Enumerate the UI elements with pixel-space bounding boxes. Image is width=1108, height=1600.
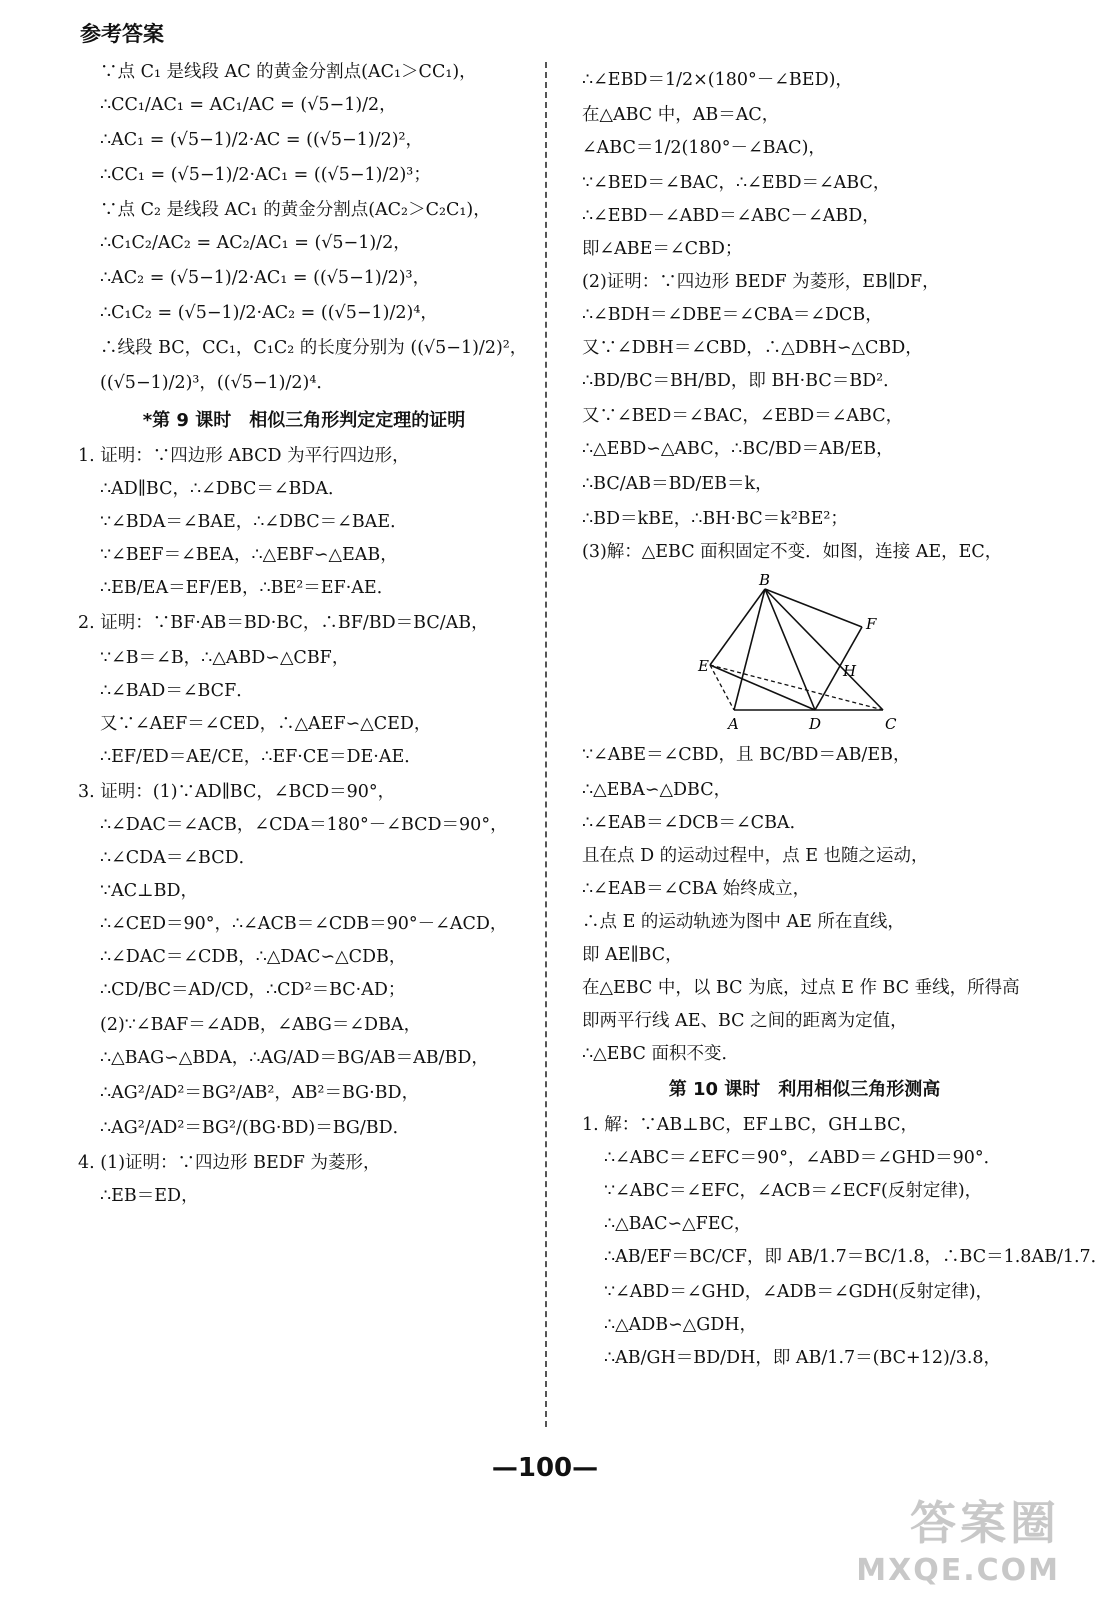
label-F: F: [866, 615, 877, 633]
text-line: 又∵∠BED＝∠BAC，∠EBD＝∠ABC，: [582, 405, 904, 426]
text-line: ∴BC/AB＝BD/EB＝k，: [582, 473, 773, 494]
text-line: ∴CC₁/AC₁ = AC₁/AC = (√5−1)/2，: [100, 94, 397, 115]
left-column: [78, 60, 530, 1217]
text-line: ∵∠B＝∠B，∴△ABD∽△CBF，: [100, 647, 350, 668]
geometry-figure: [700, 573, 900, 735]
text-line: ∴EB＝ED，: [100, 1185, 199, 1206]
label-D: D: [809, 715, 822, 733]
text-line: ∴CC₁ = (√5−1)/2·AC₁ = ((√5−1)/2)³；: [100, 164, 431, 185]
label-E: E: [698, 657, 709, 675]
text-line: ∴△BAG∽△BDA，∴AG/AD＝BG/AB＝AB/BD，: [100, 1047, 489, 1068]
text-line: (3)解：△EBC 面积固定不变．如图，连接 AE，EC，: [582, 541, 1003, 562]
text-line: 又∵∠DBH＝∠CBD，∴△DBH∽△CBD，: [582, 337, 923, 358]
text-line: ∴△BAC∽△FEC，: [604, 1213, 752, 1234]
text-line: 1. 证明：∵四边形 ABCD 为平行四边形，: [78, 445, 410, 466]
text-line: ∵点 C₂ 是线段 AC₁ 的黄金分割点(AC₂＞C₂C₁)，: [100, 199, 491, 220]
text-line: ∴∠EAB＝∠CBA 始终成立，: [582, 878, 811, 899]
text-line: ∵AC⊥BD，: [100, 880, 199, 901]
text-line: ∴∠BDH＝∠DBE＝∠CBA＝∠DCB，: [582, 304, 883, 325]
text-line: ∵∠ABE＝∠CBD，且 BC/BD＝AB/EB，: [582, 744, 911, 765]
text-line: ∴∠BAD＝∠BCF．: [100, 680, 254, 701]
watermark-title: 答案圈: [910, 1496, 1060, 1550]
text-line: 2. 证明：∵BF·AB＝BD·BC，∴BF/BD＝BC/AB，: [78, 612, 489, 633]
text-line: ∠ABC＝1/2(180°－∠BAC)，: [582, 137, 826, 158]
text-line: ∴BD/BC＝BH/BD，即 BH·BC＝BD²．: [582, 370, 901, 391]
text-line: 4. (1)证明：∵四边形 BEDF 为菱形，: [78, 1152, 381, 1173]
segment-AE: [710, 665, 734, 710]
section-heading: *第 9 课时 相似三角形判定定理的证明: [142, 410, 466, 431]
segment-BE: [710, 589, 765, 665]
text-line: (2)∵∠BAF＝∠ADB，∠ABG＝∠DBA，: [100, 1014, 422, 1035]
text-line: ∴∠EBD＝1/2×(180°－∠BED)，: [582, 69, 853, 90]
text-line: ∴AG²/AD²＝BG²/AB²，AB²＝BG·BD，: [100, 1082, 420, 1103]
text-line: ∴AG²/AD²＝BG²/(BG·BD)＝BG/BD．: [100, 1117, 411, 1138]
text-line: ∵∠BEF＝∠BEA，∴△EBF∽△EAB，: [100, 544, 398, 565]
text-line: ∴△EBA∽△DBC，: [582, 779, 732, 800]
text-line: ∴△EBD∽△ABC，∴BC/BD＝AB/EB，: [582, 438, 894, 459]
segment-BC: [765, 589, 883, 710]
section-heading: 第 10 课时 利用相似三角形测高: [668, 1079, 941, 1100]
label-C: C: [885, 715, 897, 733]
label-B: B: [759, 571, 771, 589]
text-line: ∴AB/GH＝BD/DH，即 AB/1.7＝(BC+12)/3.8，: [604, 1347, 1002, 1368]
text-line: ∴∠ABC＝∠EFC＝90°，∠ABD＝∠GHD＝90°．: [604, 1147, 1002, 1168]
text-line: 1. 解：∵AB⊥BC，EF⊥BC，GH⊥BC，: [582, 1114, 919, 1135]
segment-BA: [734, 589, 765, 710]
text-line: ∴EF/ED＝AE/CE，∴EF·CE＝DE·AE．: [100, 746, 422, 767]
text-line: 即∠ABE＝∠CBD；: [582, 238, 743, 259]
text-line: ∴AD∥BC，∴∠DBC＝∠BDA．: [100, 478, 346, 499]
text-line: ∴∠DAC＝∠ACB，∠CDA＝180°－∠BCD＝90°，: [100, 814, 508, 835]
text-line: 且在点 D 的运动过程中，点 E 也随之运动，: [582, 845, 929, 866]
text-line: ∴EB/EA＝EF/EB，∴BE²＝EF·AE．: [100, 577, 395, 598]
text-line: ∴∠EAB＝∠DCB＝∠CBA．: [582, 812, 808, 833]
page-number: —100—: [491, 1453, 599, 1483]
text-line: 在△EBC 中，以 BC 为底，过点 E 作 BC 垂线，所得高: [582, 977, 1020, 998]
right-column: [582, 68, 1108, 1381]
text-line: 即两平行线 AE、BC 之间的距离为定值，: [582, 1010, 908, 1031]
text-line: ∴点 E 的运动轨迹为图中 AE 所在直线，: [582, 911, 905, 932]
text-line: ∴∠CED＝90°，∴∠ACB＝∠CDB＝90°－∠ACD，: [100, 913, 508, 934]
text-line: ((√5−1)/2)³，((√5−1)/2)⁴．: [100, 372, 334, 393]
text-line: 即 AE∥BC，: [582, 944, 683, 965]
watermark-url: MXQE.COM: [856, 1553, 1060, 1588]
right-column-top: [582, 68, 1027, 564]
page-header: 参考答案: [80, 22, 164, 46]
text-line: (2)证明：∵四边形 BEDF 为菱形，EB∥DF，: [582, 271, 940, 292]
text-line: ∴∠CDA＝∠BCD．: [100, 847, 257, 868]
text-line: 3. 证明：(1)∵AD∥BC，∠BCD＝90°，: [78, 781, 396, 802]
text-line: ∵∠BDA＝∠BAE，∴∠DBC＝∠BAE．: [100, 511, 408, 532]
text-line: ∴AC₂ = (√5−1)/2·AC₁ = ((√5−1)/2)³，: [100, 267, 431, 288]
text-line: ∴△ADB∽△GDH，: [604, 1314, 758, 1335]
text-line: ∵∠BED＝∠BAC，∴∠EBD＝∠ABC，: [582, 172, 891, 193]
text-line: 在△ABC 中，AB＝AC，: [582, 104, 780, 125]
text-line: ∴∠DAC＝∠CDB，∴△DAC∽△CDB，: [100, 946, 407, 967]
text-line: ∵点 C₁ 是线段 AC 的黄金分割点(AC₁＞CC₁)，: [100, 61, 477, 82]
text-line: ∴BD＝kBE，∴BH·BC＝k²BE²；: [582, 508, 848, 529]
text-line: 又∵∠AEF＝∠CED，∴△AEF∽△CED，: [100, 713, 432, 734]
right-column-bottom: [582, 743, 1108, 1370]
text-line: ∴AC₁ = (√5−1)/2·AC = ((√5−1)/2)²，: [100, 129, 424, 150]
text-line: ∴CD/BC＝AD/CD，∴CD²＝BC·AD；: [100, 979, 406, 1000]
text-line: ∵∠ABD＝∠GHD，∠ADB＝∠GDH(反射定律)，: [604, 1281, 994, 1302]
text-line: ∴△EBC 面积不变．: [582, 1043, 740, 1064]
text-line: ∴线段 BC，CC₁，C₁C₂ 的长度分别为 ((√5−1)/2)²，: [100, 337, 528, 358]
watermark: [856, 1487, 1060, 1588]
text-line: ∴∠EBD－∠ABD＝∠ABC－∠ABD，: [582, 205, 880, 226]
column-divider: [545, 62, 547, 1427]
text-line: ∴C₁C₂ = (√5−1)/2·AC₂ = ((√5−1)/2)⁴，: [100, 302, 438, 323]
text-line: ∵∠ABC＝∠EFC，∠ACB＝∠ECF(反射定律)，: [604, 1180, 983, 1201]
text-line: ∴C₁C₂/AC₂ = AC₂/AC₁ = (√5−1)/2，: [100, 232, 411, 253]
label-H: H: [843, 662, 857, 680]
segment-BF: [765, 589, 862, 627]
label-A: A: [728, 715, 739, 733]
text-line: ∴AB/EF＝BC/CF，即 AB/1.7＝BC/1.8，∴BC＝1.8AB/1.7．: [604, 1246, 1108, 1267]
